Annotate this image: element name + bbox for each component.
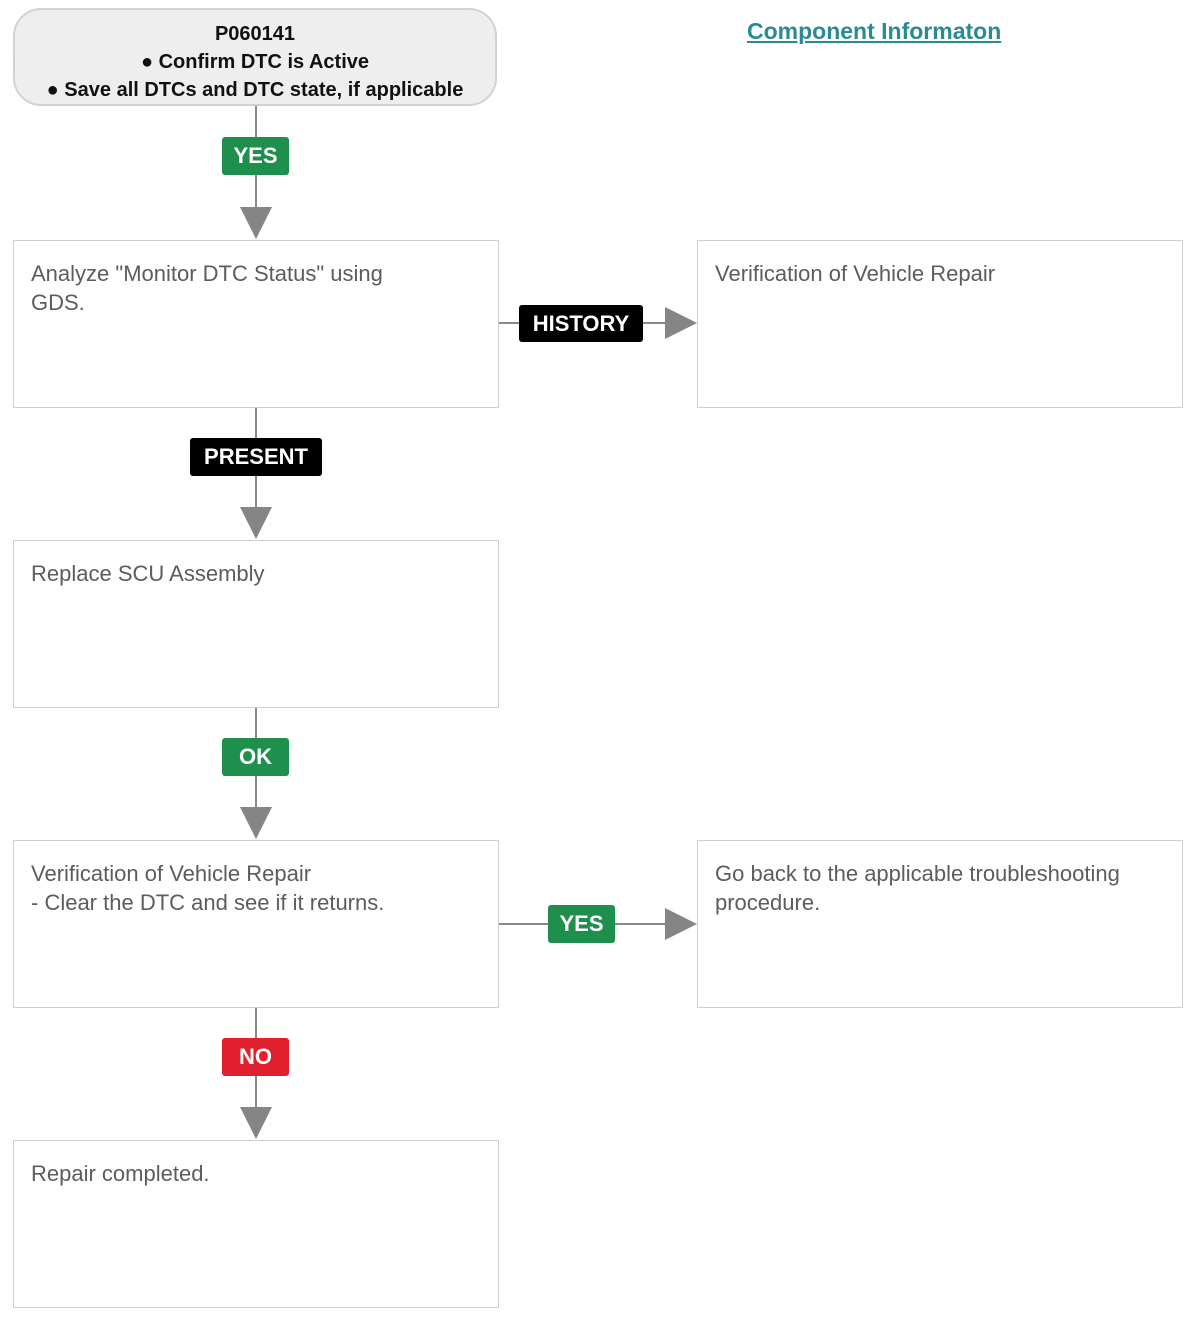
- step-analyze-line-1: Analyze "Monitor DTC Status" using: [31, 261, 383, 286]
- component-information-link[interactable]: Component Informaton: [747, 18, 1002, 44]
- arrow-right-to-verify-history: [665, 307, 697, 339]
- arrow-down-to-analyze: [240, 207, 272, 239]
- step-verify-line-1: Verification of Vehicle Repair: [31, 861, 312, 886]
- step-goback-line-2: procedure.: [715, 890, 821, 915]
- step-completed-line-1: Repair completed.: [31, 1161, 210, 1186]
- history-badge: HISTORY: [519, 305, 643, 342]
- start-node-dtc: [13, 8, 497, 106]
- step-analyze-monitor-dtc: [13, 240, 499, 408]
- step-verification-clear-dtc: [13, 840, 499, 1008]
- step-verification-history: [697, 240, 1183, 408]
- start-bullet-save: ● Save all DTCs and DTC state, if applicable: [46, 79, 464, 101]
- step-analyze-line-2: GDS.: [31, 290, 85, 315]
- arrow-down-to-replace: [240, 507, 272, 539]
- step-verification-history-line-1: Verification of Vehicle Repair: [715, 261, 996, 286]
- step-goback-line-1: Go back to the applicable troubleshooting: [715, 861, 1120, 886]
- arrow-right-to-goback: [665, 908, 697, 940]
- present-badge: PRESENT: [190, 438, 322, 476]
- yes-badge-start: YES: [222, 137, 289, 175]
- dtc-code: P060141: [214, 23, 296, 45]
- step-replace-line-1: Replace SCU Assembly: [31, 561, 265, 586]
- start-bullet-confirm: ● Confirm DTC is Active: [140, 51, 370, 73]
- ok-badge: OK: [222, 738, 289, 776]
- yes-badge-goback: YES: [548, 905, 615, 943]
- no-badge: NO: [222, 1038, 289, 1076]
- arrow-down-to-completed: [240, 1107, 272, 1139]
- step-repair-completed: [13, 1140, 499, 1308]
- arrow-down-to-verify: [240, 807, 272, 839]
- step-replace-scu: [13, 540, 499, 708]
- step-verify-line-2: - Clear the DTC and see if it returns.: [31, 890, 385, 915]
- step-go-back-troubleshooting: [697, 840, 1183, 1008]
